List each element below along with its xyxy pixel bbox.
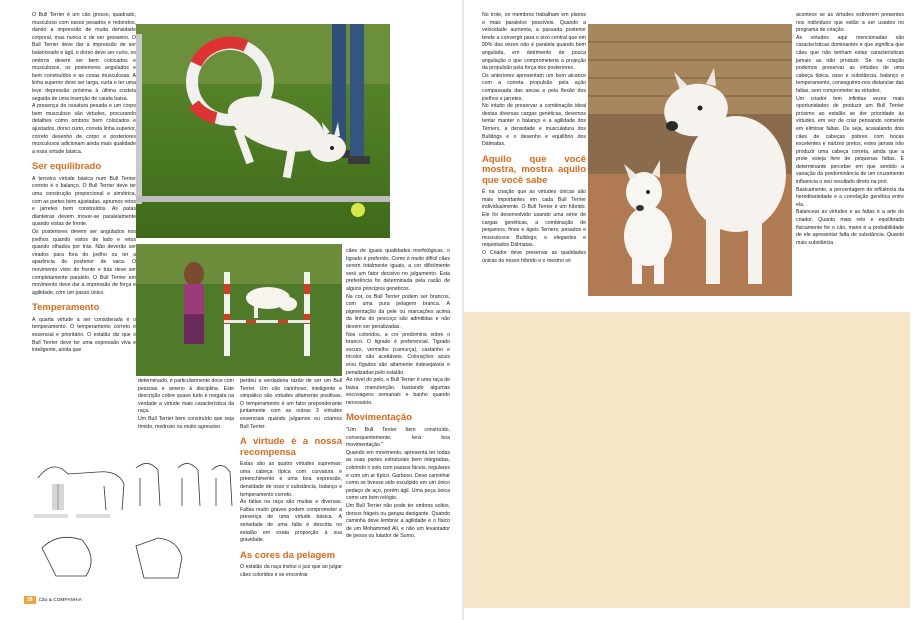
paragraph-recompensa-2: As faltas na raça são muitas e diversas. Faltas muito graves podem comprometer a presença de uma virtude básica. A seriedade de uma falta é descrita no estalão em exata proporção à sua gravidade.	[240, 499, 342, 544]
left-column-4	[346, 248, 450, 592]
paragraph-intro: O Bull Terrier é um cão grosso, quadrado, musculoso com ossos pesados e redondos, dando a impressão de muita densidade corporal, mas nunca o de ser grosseiro. O Bull Terrier deve dar a impressão de ser balanceado e ágil, o dorso deve ser curto, os ombros devem ser bem colocados e musculosos, os posteriores angulados e bem construídos e as coxas musculosas. A linha superior deve ser larga, curta e ter uma leve depressão próxima à última costela seguida de uma inserção de cauda baixa.	[32, 12, 136, 102]
paragraph-criador: Um criador tem infinitas vezes mais oportunidades de produzir um Bull Terrier próximo ao estalão se der prioridade às virtudes, em vez de criar pensando somente em eliminar faltas. Ou seja, acasalando dois cães de cabeças pobres com bocas excelentes e narizes pretos, estes jamais irão produzir uma cabeça correta, ainda que a prole esteja livre de pequenas faltas. É determinante perceber em que sentido a variação da predominância de um cruzamento influencia o seu resultado direto na prol.	[796, 95, 904, 186]
paragraph-combinacao: No intuito de preservar a combinação ideal destas diversas cargas genéticas, devemos tentar manter o balanço e a agilidade dos Terriers, a densidade e musculatura dos Bulldogs e o desenho e equilíbrio dos Dálmatas.	[482, 103, 586, 148]
paragraph-balancear: Balancear as virtudes e as faltas é a arte do criador. Quanto mais reto e equilibrado fisicamente for o cão, maior é a probabilidade de ele apresentar falta de substância. Quanto mais substância	[796, 209, 904, 246]
magazine-name: Cão & COMPANHIA	[38, 597, 82, 603]
paragraph-aquilo: É na criação que as virtudes únicas são mais importantes em cada Bull Terrier individualmente. O Bull Terrier é um híbrido. Ele foi desenvolvido usando uma série de cargas genéticas, a combinação de pequenos, finos e ágeis Terriers; pesados e musculosos Bulldogs; e elegantes e requintados Dálmatas.	[482, 189, 586, 249]
paragraph-temperamento-end: perdeu a verdadeira razão de ser um Bull Terrier. Um cão carinhoso, inteligente e simpático são virtudes altamente positivas. O temperamento é um fator preponderante juntamente com as outras 3 virtudes essenciais quando julgamos ou criamos Bull Terrier.	[240, 378, 342, 430]
paragraph-cores: O estalão da raça instrui o juiz que ao julgar cães coloridos e se encontrar	[240, 564, 342, 578]
photo-dog-hoop-jump	[136, 24, 390, 238]
paragraph-movimentacao-2: Um Bull Terrier não pode ter ombros soltos, dorsos frágeis ou garupa danigante. Quando caminha deve lembrar a agilidade e o físico de um Mohammed Ali, e não um levantador de pesos ou lutador de Sumo.	[346, 502, 450, 540]
photo-adult-and-puppy	[588, 24, 792, 296]
paragraph-recompensa: Estas são as quatro virtudes supremas: uma cabeça típica com curvatura e preenchimento e uma boa expressão, densidade de osso e substância, balanço e temperamento correto.	[240, 461, 342, 498]
page-footer-left	[24, 596, 82, 604]
heading-movimentacao: Movimentação	[346, 412, 412, 424]
paragraph-virtudes-presentes: acontece se as virtudes estiverem presentes nos indivíduos que estão a ser usados no programa de criação.	[796, 12, 904, 34]
paragraph-movimentacao-quote: "Um Bull Terrier bem construído, consequentemente, terá boa movimentação."	[346, 426, 450, 449]
paragraph-body: A presença de ossatura pesada e um corpo bem musculoso são virtudes, procurando detalhes como ombros bem colocados e ajustados, dorso curto, correta linha superior, correto desenho de corpo e posteriores musculosos adicionam ainda mais qualidade a essa virtude básica.	[32, 103, 136, 155]
heading-cores-pelagem: As cores da pelagem	[240, 549, 336, 561]
paragraph-movimentacao: Quando em movimento, apresenta ter todas as suas partes estruturais bem integradas, cobrindo o solo com passos fáceis, regulares e com um ar típico. Garboso. Deve caminhar como se tivesse sido esculpido em um único pedaço de aço, porém ágil. Uma peça única como um bom relógio.	[346, 449, 450, 502]
heading-virtude-recompensa: A virtude é a nossa recompensa	[240, 436, 342, 458]
right-column-1	[482, 12, 586, 308]
paragraph-trote: No trote, os membros trabalham em planos e mais paralelos possíveis. Quando a velocidade aumenta, a passada posterior tende a convergir para o eixo central que em 99% das vezes não é paralela quando bem angulada, em detrimento de pouca angulação o que comprometeria a projeção da propulsão pela força dos posteriores.	[482, 12, 586, 72]
paragraph-temperamento-cont-2: Um Bull Terrier bem construído que seja tímido, medroso ou muito agressivo	[138, 415, 234, 430]
right-page	[464, 8, 910, 608]
left-column-3	[240, 378, 342, 592]
paragraph-cores-cont: cães de iguais qualidades morfológicas, o tigrado é preferido. Como é muito difícil cães serem totalmente iguais, a cor dificilmente será um fator decisivo no julgamento. Esta preferência foi determinada pela razão de alguns princípios genéticos.	[346, 248, 450, 292]
paragraph-cores-cont-4: Ao nível do pelo, o Bull Terrier é uma raça de baixa manutenção, bastando algumas escovagens semanais e banho quando necessário.	[346, 377, 450, 406]
paragraph-cores-cont-3: Nos coloridos, a cor predomina sobre o branco. O tigrado é preferencial. Tigrado escuro, vermelho (camurça), castanho e tricolor são aceitáveis. Colorações azuis e/ou fígados são altamente indesejáveis e penalizadas pelo estalão.	[346, 331, 450, 376]
heading-aquilo-que-voce-mostra: Aquilo que você mostra, mostra aquilo que você sabe	[482, 153, 586, 186]
paragraph-temperamento: A quarta virtude a ser considerada é o temperamento. O temperamento correto é essencial e prioritário. O estalão diz que o Bull Terrier deve ter uma expressão viva e inteligente, ainda que	[32, 316, 136, 354]
page-number: 28	[24, 596, 36, 604]
heading-ser-equilibrado: Ser equilibrado	[32, 161, 102, 173]
diagram-anatomy-sketches	[28, 448, 238, 596]
left-page	[24, 8, 462, 608]
paragraph-equilibrado-2: Os posteriores devem ser angulados nos joelhos quando vistos de lado e retos quando olhados por trás. Não deverão ser virados para fora do joelho ou ter a aparência de posterior de vaca. O movimento visto de frente e trás deve ser completamente paralelo. O Bull Terrier em movimento deve dar a impressão de força e agilidade, com um passo único.	[32, 228, 136, 296]
paragraph-anteriores: Os anteriores apresentam um bom alcance com a correta propulsão pela ação compassada das ancas e pela flexão dos joelhos e jarretes.	[482, 72, 586, 102]
right-column-2	[796, 12, 904, 308]
sidebar-box	[464, 312, 910, 608]
paragraph-hereditariedade: Basicamente, a percentagem de influência da hereditariedade e a correlação genética entre ela.	[796, 186, 904, 208]
paragraph-equilibrado: A terceira virtude básica num Bull Terrier correto é o balanço. O Bull Terrier deve ter uma construção proporcional e simétrica, com as partes bem ajustadas, aprumos retos e jarretes bem construídos. As patas dianteiras devem mover-se paralelamente quando vistas de frente.	[32, 175, 136, 228]
paragraph-cores-cont-2: Na cor, os Bull Terrier podem ser brancos, com uma pura pelagem branca. A pigmentação da pele ou marcações acima da linha do pescoço são admitidas e não devem ser penalizadas.	[346, 293, 450, 330]
paragraph-aquilo-2: O Criador deve preservar as qualidades únicas do nosso híbrido e o mesmo só	[482, 249, 586, 264]
photo-dog-bar-jump	[136, 244, 342, 376]
paragraph-temperamento-cont: determinado, é particularmente doce com pessoas e ameno à disciplina. Este descrição cobre quase tudo e resgata na verdade a virtude mais característica da raça.	[138, 378, 234, 415]
heading-temperamento: Temperamento	[32, 302, 100, 314]
paragraph-virtudes-dominantes: As virtudes aqui mencionadas são características dominantes e que significa que cães que não tenham estas características jamais as irão produzir. Se na criação podemos preservar as virtudes de uma cabeça típica, osso e substância, balanço e temperamento, conseguimo-nos distanciar das faltas, sem comprometer as virtudes.	[796, 34, 904, 94]
